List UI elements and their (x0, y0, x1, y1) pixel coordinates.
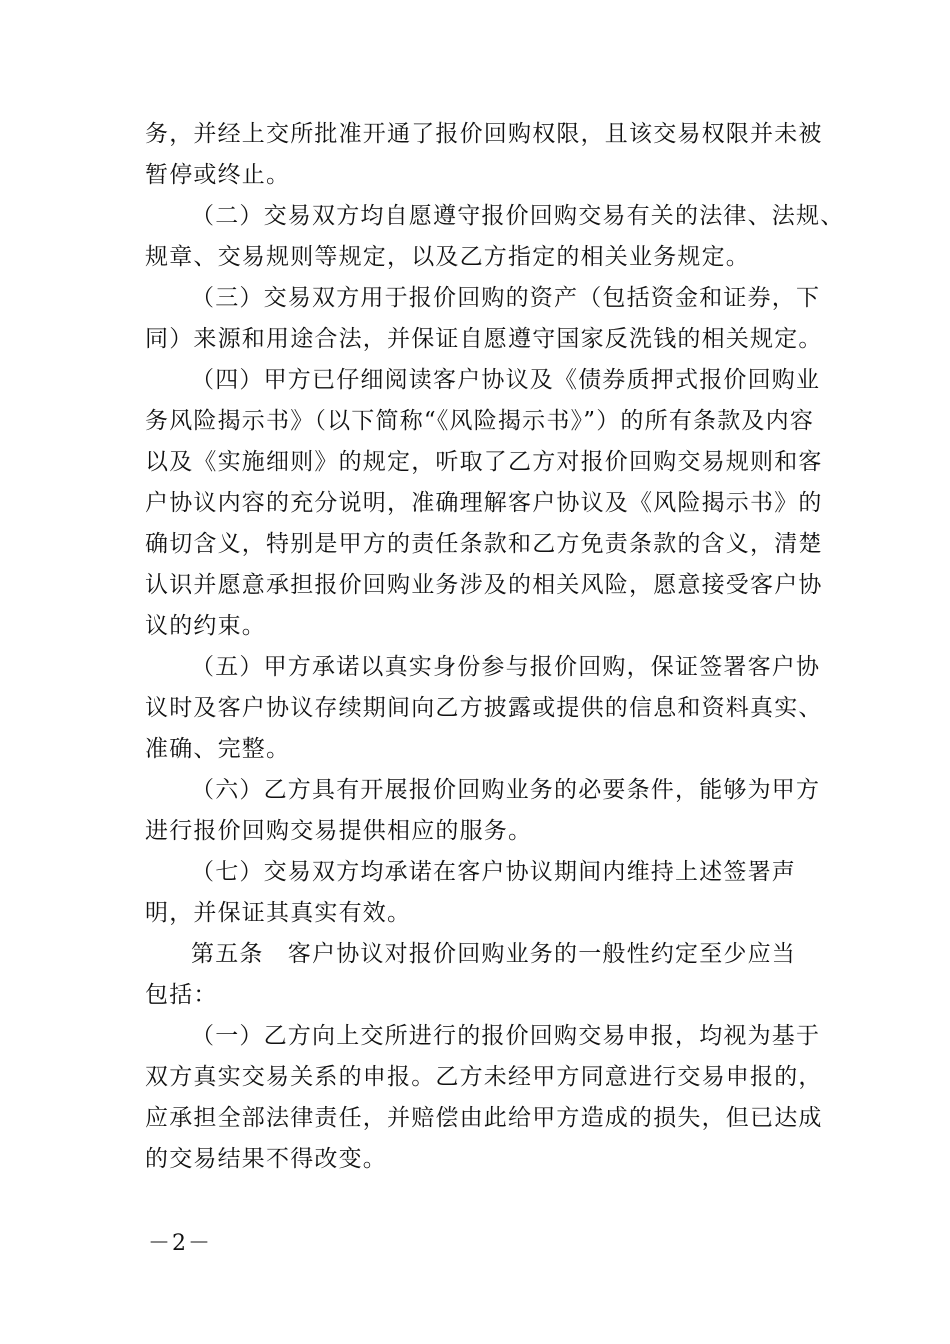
text-line: 第五条 客户协议对报价回购业务的一般性约定至少应当 (191, 941, 796, 967)
text-line: 双方真实交易关系的申报。乙方未经甲方同意进行交易申报的， (145, 1064, 823, 1090)
text-line: 务，并经上交所批准开通了报价回购权限，且该交易权限并未被 (145, 121, 823, 147)
text-line: （六）乙方具有开展报价回购业务的必要条件，能够为甲方 (191, 777, 821, 803)
text-line: 确切含义，特别是甲方的责任条款和乙方免责条款的含义，清楚 (145, 531, 823, 557)
text-line: （三）交易双方用于报价回购的资产（包括资金和证券，下 (191, 285, 821, 311)
text-line: 议时及客户协议存续期间向乙方披露或提供的信息和资料真实、 (145, 695, 823, 721)
text-line: 包括： (145, 982, 218, 1008)
text-line: （五）甲方承诺以真实身份参与报价回购，保证签署客户协 (191, 654, 821, 680)
page-number: －2－ (148, 1231, 212, 1256)
text-line: （四）甲方已仔细阅读客户协议及《债券质押式报价回购业 (191, 367, 821, 393)
text-line: 的交易结果不得改变。 (145, 1146, 387, 1172)
text-line: 同）来源和用途合法，并保证自愿遵守国家反洗钱的相关规定。 (145, 326, 823, 352)
text-line: 准确、完整。 (145, 736, 291, 762)
text-line: 议的约束。 (145, 613, 266, 639)
text-line: 应承担全部法律责任，并赔偿由此给甲方造成的损失，但已达成 (145, 1105, 823, 1131)
document-body (145, 114, 845, 1180)
text-line: 务风险揭示书》（以下简称“《风险揭示书》”）的所有条款及内容 (145, 408, 815, 434)
text-line: 以及《实施细则》的规定，听取了乙方对报价回购交易规则和客 (145, 449, 823, 475)
text-line: （一）乙方向上交所进行的报价回购交易申报，均视为基于 (191, 1023, 821, 1049)
text-line: （七）交易双方均承诺在客户协议期间内维持上述签署声 (191, 859, 796, 885)
text-line: 户协议内容的充分说明，准确理解客户协议及《风险揭示书》的 (145, 490, 823, 516)
text-line: 进行报价回购交易提供相应的服务。 (145, 818, 533, 844)
text-line: 明，并保证其真实有效。 (145, 900, 412, 926)
text-line: 暂停或终止。 (145, 162, 291, 188)
text-line: 认识并愿意承担报价回购业务涉及的相关风险，愿意接受客户协 (145, 572, 823, 598)
text-line: 规章、交易规则等规定，以及乙方指定的相关业务规定。 (145, 244, 750, 270)
text-line: （二）交易双方均自愿遵守报价回购交易有关的法律、法规、 (191, 203, 845, 229)
